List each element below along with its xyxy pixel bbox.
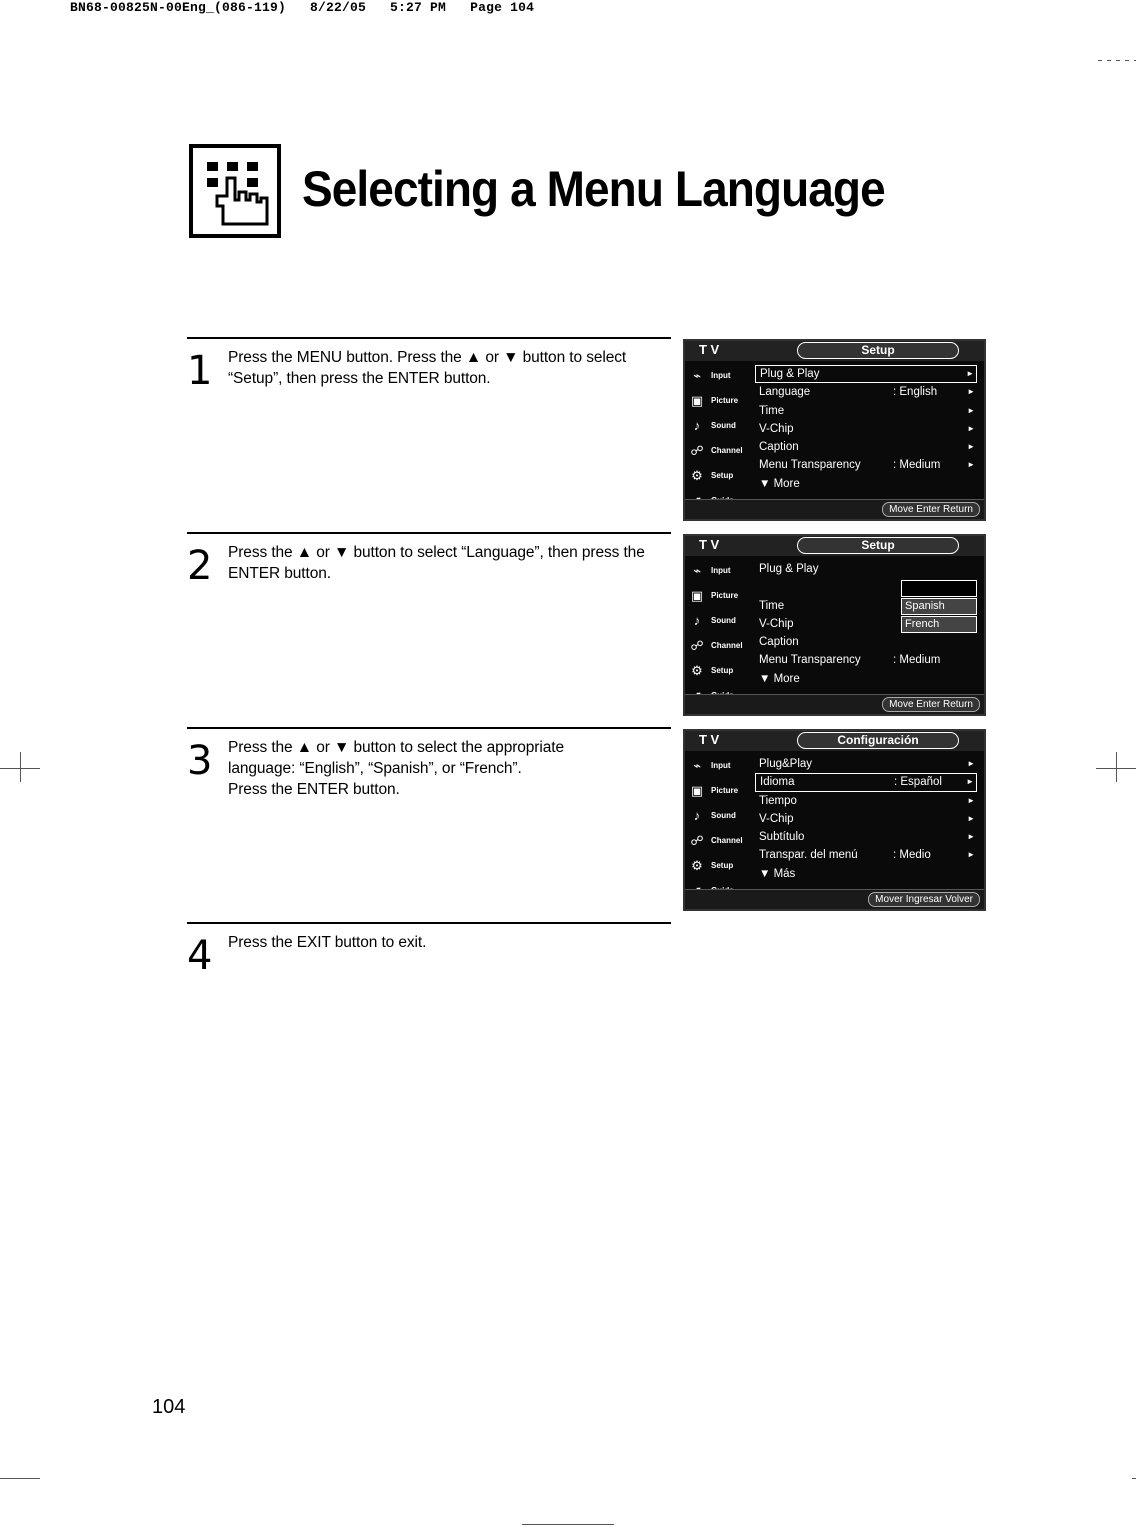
screen-nav-item[interactable] xyxy=(687,658,749,683)
screen-menu-value: : Medio xyxy=(893,849,931,862)
screen-menu-label: Plug&Play xyxy=(759,758,813,770)
screen-nav-item[interactable] xyxy=(687,853,749,878)
screen-menu-item[interactable] xyxy=(755,365,977,383)
screen-nav-label: Channel xyxy=(711,446,743,455)
screen-nav-label: Sound xyxy=(711,616,736,625)
screen-nav-item[interactable] xyxy=(687,413,749,438)
screen-nav-label: Sound xyxy=(711,421,736,430)
picture-icon: ▣ xyxy=(690,392,704,408)
step-text-line: Press the ENTER button. xyxy=(228,781,400,798)
screen-menu-item[interactable] xyxy=(755,865,977,883)
print-header: BN68-00825N-00Eng_(086-119) 8/22/05 5:27 PM Page 104 xyxy=(70,0,535,15)
tv-screen-setup xyxy=(683,339,986,521)
step-text-line: Press the ▲ or ▼ button to select the appropriate xyxy=(228,739,564,756)
screen-footer xyxy=(685,499,984,519)
screen-nav-item[interactable] xyxy=(687,558,749,583)
screen-nav-label: Input xyxy=(711,761,731,770)
setup-icon: ⚙ xyxy=(691,467,703,483)
screen-footer-hint: Mover Ingresar Volver xyxy=(868,892,980,907)
step-text xyxy=(228,737,671,800)
arrow-right-icon: ► xyxy=(967,813,975,823)
step-text: Press the ▲ or ▼ button to select “Language”, then press the ENTER button. xyxy=(228,544,645,582)
screen-menu-item[interactable] xyxy=(755,456,977,474)
step-4 xyxy=(187,922,671,992)
screen-menu-label: Caption xyxy=(759,441,799,454)
language-option[interactable]: Spanish xyxy=(901,598,977,615)
crop-mark xyxy=(20,752,21,782)
screen-menu-item[interactable] xyxy=(755,475,977,493)
screen-nav xyxy=(687,753,749,903)
screen-menu xyxy=(755,365,977,493)
screen-nav xyxy=(687,558,749,708)
step-number: 3 xyxy=(187,738,213,784)
screen-footer-hint: Move Enter Return xyxy=(882,502,980,517)
screen-menu-item[interactable] xyxy=(755,773,977,791)
screen-menu-value: : English xyxy=(893,386,938,399)
screen-menu-label: ▼ More xyxy=(759,477,800,490)
arrow-right-icon: ► xyxy=(967,460,975,470)
screen-menu-item[interactable] xyxy=(755,670,977,688)
screen-nav-item[interactable] xyxy=(687,633,749,658)
screen-menu-value: : Medium xyxy=(893,459,941,472)
screen-menu-item[interactable] xyxy=(755,651,977,669)
screen-nav-label: Input xyxy=(711,566,731,575)
screen-menu-label: V-Chip xyxy=(759,812,794,825)
screen-nav-item[interactable] xyxy=(687,363,749,388)
screen-nav-item[interactable] xyxy=(687,438,749,463)
sound-icon: ♪ xyxy=(693,808,701,823)
screen-menu-item[interactable] xyxy=(755,383,977,401)
screen-footer-hint: Move Enter Return xyxy=(882,697,980,712)
screen-menu-value: : Medium xyxy=(893,654,941,667)
menu-hand-icon xyxy=(189,144,281,238)
screen-menu-label: Transpar. del menú xyxy=(759,849,858,862)
screen-nav-label: Channel xyxy=(711,641,743,650)
screen-nav-item[interactable] xyxy=(687,463,749,488)
arrow-right-icon: ► xyxy=(967,795,975,805)
picture-icon: ▣ xyxy=(690,587,704,603)
picture-icon: ▣ xyxy=(690,782,704,798)
screen-menu-label: Menu Transparency xyxy=(759,459,861,472)
tv-screen-configuracion xyxy=(683,729,986,911)
screen-menu-label: Plug & Play xyxy=(759,563,819,575)
screen-menu-label: Time xyxy=(759,404,785,417)
screen-header xyxy=(685,536,984,556)
screen-menu-item[interactable] xyxy=(755,828,977,846)
step-text: Press the MENU button. Press the ▲ or ▼ button to select “Setup”, then press the ENTER button. xyxy=(228,349,627,387)
screen-nav-item[interactable] xyxy=(687,778,749,803)
screen-menu-item[interactable] xyxy=(755,402,977,420)
screen-nav-item[interactable] xyxy=(687,753,749,778)
screen-nav-label: Picture xyxy=(711,786,739,795)
setup-icon: ⚙ xyxy=(691,857,703,873)
step-text-line: language: “English”, “Spanish”, or “French”. xyxy=(228,760,522,777)
screen-menu-item[interactable] xyxy=(755,846,977,864)
screen-nav-label: Setup xyxy=(711,861,734,870)
screen-nav-item[interactable] xyxy=(687,388,749,413)
screen-title: Setup xyxy=(797,342,959,359)
screen-header xyxy=(685,341,984,361)
screen-menu-item[interactable] xyxy=(755,810,977,828)
step-3 xyxy=(187,727,671,917)
crop-mark xyxy=(1132,1478,1136,1479)
arrow-right-icon: ► xyxy=(967,832,975,842)
screen-tv-label: T V xyxy=(699,342,720,357)
arrow-right-icon: ► xyxy=(967,850,975,860)
channel-icon: ☍ xyxy=(690,637,704,653)
screen-menu-item[interactable] xyxy=(755,792,977,810)
screen-title: Configuración xyxy=(797,732,959,749)
screen-nav-label: Input xyxy=(711,371,731,380)
screen-menu-item[interactable] xyxy=(755,438,977,456)
screen-tv-label: T V xyxy=(699,732,720,747)
channel-icon: ☍ xyxy=(690,832,704,848)
screen-menu-label: ▼ Más xyxy=(759,867,796,880)
step-text: Press the EXIT button to exit. xyxy=(228,934,427,951)
arrow-right-icon: ► xyxy=(967,759,975,768)
arrow-right-icon: ► xyxy=(967,405,975,415)
screen-nav-label: Setup xyxy=(711,471,734,480)
input-icon: ⌁ xyxy=(693,367,701,383)
screen-menu-label: Tiempo xyxy=(759,794,797,807)
language-option[interactable]: French xyxy=(901,616,977,633)
arrow-right-icon: ► xyxy=(966,369,974,378)
language-option[interactable] xyxy=(901,580,977,597)
screen-header xyxy=(685,731,984,751)
screen-nav xyxy=(687,363,749,513)
crop-mark xyxy=(1116,752,1117,782)
screen-nav-label: Picture xyxy=(711,396,739,405)
sound-icon: ♪ xyxy=(693,418,701,433)
arrow-right-icon: ► xyxy=(967,387,975,397)
sound-icon: ♪ xyxy=(693,613,701,628)
arrow-right-icon: ► xyxy=(966,777,974,787)
tv-screen-language xyxy=(683,534,986,716)
step-number: 1 xyxy=(187,348,213,394)
screen-nav-label: Sound xyxy=(711,811,736,820)
screen-tv-label: T V xyxy=(699,537,720,552)
screen-footer xyxy=(685,889,984,909)
page-number: 104 xyxy=(152,1396,186,1418)
arrow-right-icon: ► xyxy=(967,423,975,433)
screen-menu-label: V-Chip xyxy=(759,422,794,435)
screen-nav-label: Picture xyxy=(711,591,739,600)
step-number: 4 xyxy=(187,933,213,979)
channel-icon: ☍ xyxy=(690,442,704,458)
step-1 xyxy=(187,337,671,527)
page-title: Selecting a Menu Language xyxy=(302,161,885,217)
input-icon: ⌁ xyxy=(693,562,701,578)
crop-mark xyxy=(0,1478,40,1479)
screen-nav-label: Setup xyxy=(711,666,734,675)
screen-title: Setup xyxy=(797,537,959,554)
step-number: 2 xyxy=(187,543,213,589)
step-2 xyxy=(187,532,671,722)
screen-nav-label: Channel xyxy=(711,836,743,845)
screen-menu-item[interactable] xyxy=(755,560,977,578)
screen-menu-label: Plug & Play xyxy=(760,368,820,380)
screen-menu-label: Language xyxy=(759,386,811,399)
screen-menu xyxy=(755,755,977,883)
language-popup xyxy=(901,580,977,634)
screen-menu-label: Time xyxy=(759,599,785,612)
crop-mark xyxy=(1098,60,1136,61)
screen-menu-value: : Español xyxy=(894,776,942,789)
screen-menu-label: Subtítulo xyxy=(759,831,805,844)
arrow-right-icon: ► xyxy=(967,442,975,452)
screen-menu-label: Caption xyxy=(759,636,799,649)
screen-menu-label: V-Chip xyxy=(759,617,794,630)
screen-footer xyxy=(685,694,984,714)
crop-mark xyxy=(522,1524,614,1525)
screen-nav-item[interactable] xyxy=(687,828,749,853)
screen-nav-item[interactable] xyxy=(687,583,749,608)
screen-menu-label: Menu Transparency xyxy=(759,654,861,667)
screen-menu-label: ▼ More xyxy=(759,672,800,685)
screen-menu-item[interactable] xyxy=(755,420,977,438)
screen-nav-item[interactable] xyxy=(687,608,749,633)
screen-nav-item[interactable] xyxy=(687,803,749,828)
screen-menu-item[interactable] xyxy=(755,633,977,651)
screen-menu-label: Idioma xyxy=(760,776,795,789)
setup-icon: ⚙ xyxy=(691,662,703,678)
input-icon: ⌁ xyxy=(693,757,701,773)
screen-menu-item[interactable] xyxy=(755,755,977,773)
